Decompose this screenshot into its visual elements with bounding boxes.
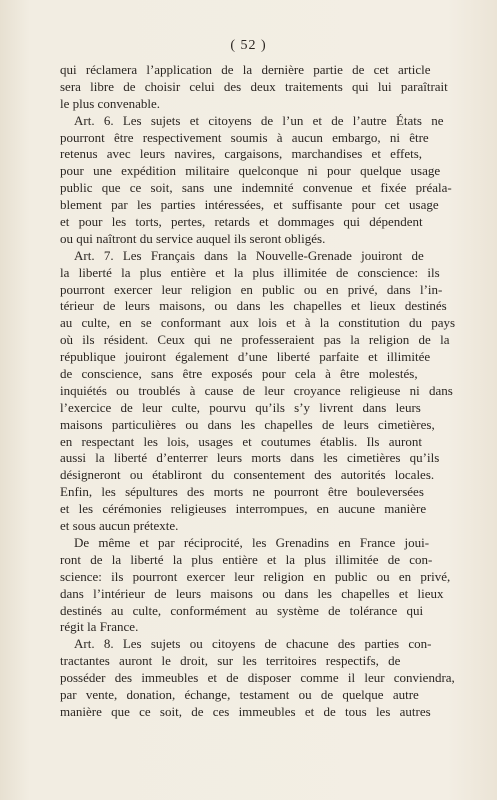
page-number: ( 52 ) xyxy=(230,38,267,53)
text-line: Art. 8. Les sujets ou citoyens de chacune des parties con- xyxy=(74,636,432,652)
text-line: destinés au culte, conformément au système de tolérance qui xyxy=(60,602,424,618)
text-line: pourront être respectivement soumis à aucun embargo, ni être xyxy=(60,129,429,145)
text-line: inquiétés ou troublés à cause de leur croyance religieuse ni dans xyxy=(60,382,453,398)
text-line: tractantes auront le droit, sur les territoires respectifs, de xyxy=(60,653,401,669)
text-line: blement par les parties intéressées, et suffisante pour cet usage xyxy=(60,197,439,213)
body-text xyxy=(60,62,470,721)
text-line: Enfin, les sépultures des morts ne pourront être bouleversées xyxy=(60,484,424,500)
text-line: retenus avec leurs navires, cargaisons, marchandises et effets, xyxy=(60,146,423,162)
text-line: qui réclamera l’application de la dernière partie de cet article xyxy=(60,62,431,77)
text-line: au culte, en se conformant aux lois et à la constitution du pays xyxy=(60,315,456,331)
text-line: par vente, donation, échange, testament ou de quelque autre xyxy=(60,686,419,702)
text-line: de conscience, sans être exposés pour cela à être molestés, xyxy=(60,366,418,382)
text-line: et les cérémonies religieuses interrompues, en aucune manière xyxy=(60,501,427,517)
text-line: le plus convenable. xyxy=(60,95,160,111)
text-line: république jouiront également d’une liberté parfaite et illimitée xyxy=(60,349,431,365)
text-line: dans l’intérieur de leurs maisons ou dans les chapelles et lieux xyxy=(60,585,444,601)
text-line: en respectant les lois, usages et coutumes établis. Ils auront xyxy=(60,433,422,449)
text-line: manière que ce soit, de ces immeubles et de tous les autres xyxy=(60,703,431,719)
text-line: désigneront ou établiront du consentement des autorités locales. xyxy=(60,467,435,483)
text-line: où ils résident. Ceux qui ne professeraient pas la religion de la xyxy=(60,332,450,348)
text-line: et pour les torts, pertes, retards et dommages qui dépendent xyxy=(60,214,423,230)
text-line: science: ils pourront exercer leur religion en public ou en privé, xyxy=(60,568,451,584)
text-line: aussi la liberté d’enterrer leurs morts dans les cimetières qu’ils xyxy=(60,450,440,466)
text-line: régit la France. xyxy=(60,619,139,635)
text-line: posséder des immeubles et de disposer comme il leur conviendra, xyxy=(60,670,455,686)
text-line: De même et par réciprocité, les Grenadins en France joui- xyxy=(74,534,430,550)
text-line: térieur de leurs maisons, ou dans les chapelles et lieux destinés xyxy=(60,298,447,314)
text-line: pour une expédition militaire quelconque ni pour quelque usage xyxy=(60,163,441,179)
text-line: Art. 6. Les sujets et citoyens de l’un et de l’autre États ne xyxy=(74,112,444,128)
text-line: ront de la liberté la plus entière et la plus illimitée de con- xyxy=(60,551,433,567)
text-line: l’exercice de leur culte, pourvu qu’ils s’y livrent dans leurs xyxy=(60,399,421,415)
text-line: ou qui naîtront du service auquel ils seront obligés. xyxy=(60,230,326,246)
text-line: et sous aucun prétexte. xyxy=(60,518,179,534)
text-line: public que ce soit, sans une indemnité convenue et fixée préala- xyxy=(60,180,452,196)
text-line: pourront exercer leur religion en public ou en privé, dans l’in- xyxy=(60,281,443,297)
text-line: la liberté la plus entière et la plus illimitée de conscience: ils xyxy=(60,264,440,280)
text-line: sera libre de choisir celui des deux traitements qui lui paraîtrait xyxy=(60,78,448,94)
text-line: maisons particulières ou dans les chapelles de leurs cimetières, xyxy=(60,416,435,432)
text-line: Art. 7. Les Français dans la Nouvelle-Grenade jouiront de xyxy=(74,247,424,263)
